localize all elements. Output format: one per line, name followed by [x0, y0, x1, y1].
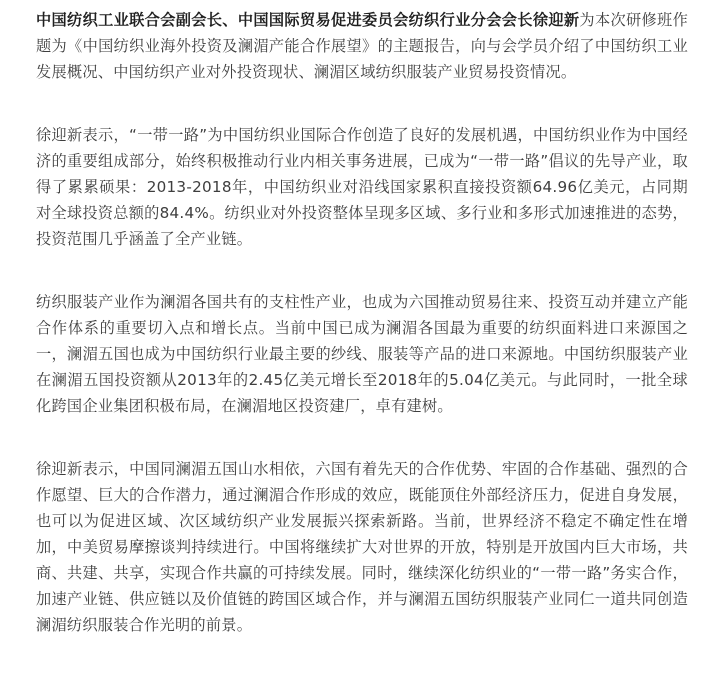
article-body	[36, 7, 688, 675]
speaker-title: 中国纺织工业联合会副会长、中国国际贸易促进委员会纺织行业分会会长徐迎新	[36, 11, 580, 29]
paragraph-3: 纺织服装产业作为澜湄各国共有的支柱性产业，也成为六国推动贸易往来、投资互动并建立产能合作体系的重要切入点和增长点。当前中国已成为澜湄各国最为重要的纺织面料进口来源国之一，澜湄五国也成为中国纺织行业最主要的纱线、服装等产品的进口来源地。中国纺织服装产业在澜湄五国投资额从2013年的2.45亿美元增长至2018年的5.04亿美元。与此同时，一批全球化跨国企业集团积极布局，在澜湄地区投资建厂，卓有建树。	[36, 293, 688, 415]
paragraph-1	[36, 7, 688, 85]
paragraph-2: 徐迎新表示，“一带一路”为中国纺织业国际合作创造了良好的发展机遇，中国纺织业作为中国经济的重要组成部分，始终积极推动行业内相关事务进展，已成为“一带一路”倡议的先导产业，取得了累累硕果：2013-2018年，中国纺织业对沿线国家累积直接投资额64.96亿美元，占同期对全球投资总额的84.4%。纺织业对外投资整体呈现多区域、多行业和多形式加速推进的态势，投资范围几乎涵盖了全产业链。	[36, 126, 688, 248]
paragraph-1-text: 为本次研修班作题为《中国纺织业海外投资及澜湄产能合作展望》的主题报告，向与会学员介绍了中国纺织工业发展概况、中国纺织产业对外投资现状、澜湄区域纺织服装产业贸易投资情况。	[36, 11, 689, 81]
paragraph-4: 徐迎新表示，中国同澜湄五国山水相依，六国有着先天的合作优势、牢固的合作基础、强烈的合作愿望、巨大的合作潜力，通过澜湄合作形成的效应，既能顶住外部经济压力，促进自身发展，也可以为促进区域、次区域纺织产业发展振兴探索新路。当前，世界经济不稳定不确定性在增加，中美贸易摩擦谈判持续进行。中国将继续扩大对世界的开放，特别是开放国内巨大市场，共商、共建、共享，实现合作共赢的可持续发展。同时，继续深化纺织业的“一带一路”务实合作，加速产业链、供应链以及价值链的跨国区域合作，并与澜湄五国纺织服装产业同仁一道共同创造澜湄纺织服装合作光明的前景。	[36, 460, 688, 634]
